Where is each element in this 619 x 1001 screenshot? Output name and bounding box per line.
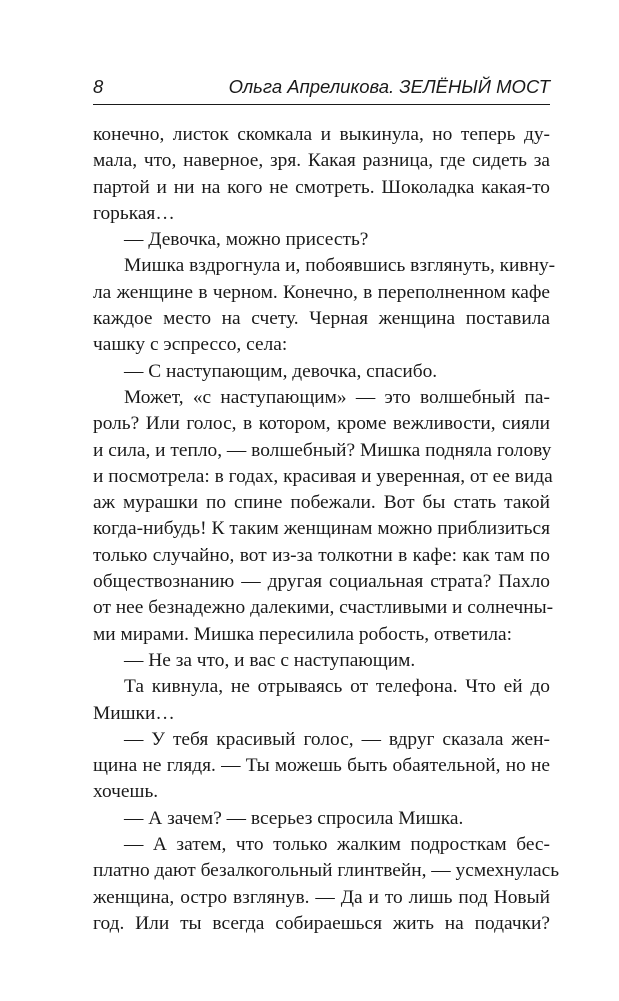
text-line: щина не глядя. — Ты можешь быть обаятельной, но не [93, 755, 550, 777]
text-line: роль? Или голос, в котором, кроме вежливости, сияли [93, 413, 550, 435]
text-line: каждое место на счету. Черная женщина поставила [93, 308, 550, 330]
text-line: хочешь. [93, 781, 159, 803]
text-line: когда-нибудь! К таким женщинам можно приблизиться [93, 518, 550, 540]
text-line: Мишка вздрогнула и, побоявшись взглянуть, кивну- [124, 255, 556, 277]
text-line: аж мурашки по спине побежали. Вот бы стать такой [93, 492, 550, 514]
text-line: — Не за что, и вас с наступающим. [124, 649, 416, 671]
text-line: партой и ни на кого не смотреть. Шоколадка какая-то [93, 176, 550, 198]
text-line: только случайно, вот из-за толкотни в кафе: как там по [93, 544, 550, 566]
text-line: — С наступающим, девочка, спасибо. [124, 360, 438, 382]
text-line: ла женщине в черном. Конечно, в переполненном кафе [93, 281, 550, 303]
book-title: Ольга Апреликова. ЗЕЛЁНЫЙ МОСТ [228, 76, 550, 97]
text-line: Та кивнула, не отрываясь от телефона. Что ей до [124, 676, 550, 698]
text-line: конечно, листок скомкала и выкинула, но теперь ду- [93, 124, 550, 145]
text-line: Может, «с наступающим» — это волшебный па- [124, 386, 550, 408]
text-line: мала, что, наверное, зря. Какая разница, где сидеть за [93, 150, 550, 172]
text-line: от нее безнадежно далекими, счастливыми и солнечны- [93, 597, 554, 619]
text-line: Мишки… [93, 702, 175, 724]
text-line: платно дают безалкогольный глинтвейн, — усмехнулась [93, 860, 560, 882]
text-line: — Девочка, можно присесть? [124, 229, 369, 251]
text-line: ми мирами. Мишка пересилила робость, ответила: [93, 623, 512, 645]
text-line: год. Или ты всегда собираешься жить на подачки? [93, 912, 550, 934]
text-line: — А затем, что только жалким подросткам бес- [124, 834, 550, 856]
page-number: 8 [93, 76, 104, 97]
text-line: обществознанию — другая социальная страта? Пахло [93, 571, 550, 593]
text-line: женщина, остро взглянув. — Да и то лишь под Новый [93, 886, 550, 908]
header-rule [93, 104, 550, 105]
text-line: — А зачем? — всерьез спросила Мишка. [124, 807, 464, 829]
text-line: — У тебя красивый голос, — вдруг сказала жен- [124, 728, 550, 750]
text-line: и посмотрела: в годах, красивая и уверенная, от ее вида [93, 465, 553, 487]
text-line: чашку с эспрессо, села: [93, 334, 288, 356]
text-line: горькая… [93, 202, 175, 224]
running-head [93, 74, 550, 100]
text-line: и сила, и тепло, — волшебный? Мишка подняла голову [93, 439, 552, 461]
body-text [93, 122, 560, 937]
